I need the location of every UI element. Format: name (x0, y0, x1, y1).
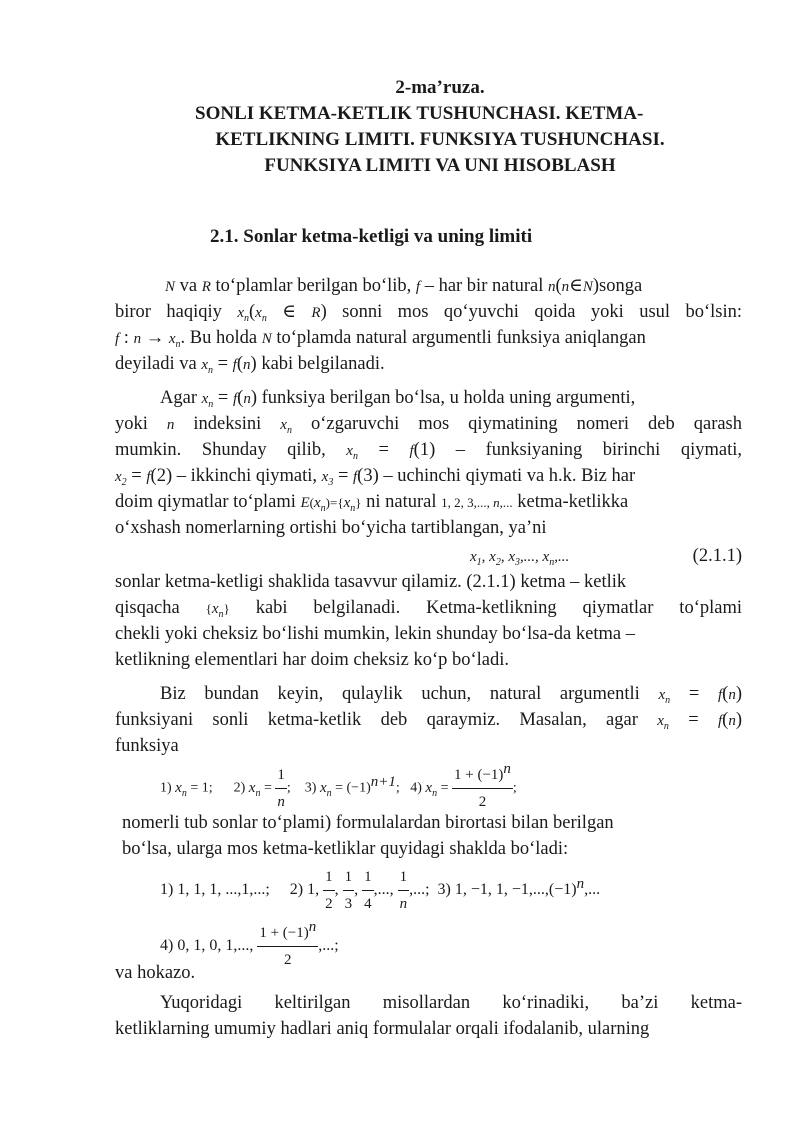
lecture-label: 2-ma’ruza. (395, 77, 485, 98)
p3-line-2: funksiyani sonli ketma-ketlik deb qaraymiz. Masalan, agar $x_n = f(n)$ (115, 710, 743, 732)
p3-line-3: funksiya (115, 736, 179, 756)
title-line-1: SONLI KETMA-KETLIK TUSHUNCHASI. KETMA- (195, 103, 644, 124)
p2-line-5: doim qiymatlar to‘plami $E(x_n)=\{x_n\}$ ni natural 1, 2, 3,..., n,... ketma-ketlikka (115, 492, 629, 514)
sequences-row-1: 1) 1, 1, 1, ...,1,...; 2) 1, $\frac{1}{2}$ , $\frac{1}{3}$ , $\frac{1}{4}$ ,..., $\frac{1}{n}$ ,...; 3) 1, −1, 1, $-1,...,(-1)^n$,... (160, 864, 735, 917)
p1-line-1: N va R to‘plamlar berilgan bo‘lib, f – har bir natural n(n∈N)songa (165, 276, 643, 296)
p2-line-4: $x_2 = f(2)$ – ikkinchi qiymati, $x_3 = f(3)$ – uchinchi qiymati va h.k. Biz har (115, 466, 636, 488)
title-line-3: FUNKSIYA LIMITI VA UNI HISOBLASH (264, 155, 616, 176)
p2-line-10: ketlikning elementlari har doim cheksiz ko‘p bo‘ladi. (115, 650, 510, 670)
p2-line-2: yoki n indeksini $x_n$ o‘zgaruvchi mos qiymatining nomeri deb qarash (115, 414, 743, 436)
title-line-2: KETLIKNING LIMITI. FUNKSIYA TUSHUNCHASI. (215, 129, 665, 150)
formula-row: 1) $x_n = 1$; 2) $x_n$ = $\frac{1}{n}$ ; 3) $x_n = (-1)^{n+1}$; 4) $x_n$ = $\frac{1 + (-1)^n}{2}$ ; (160, 762, 630, 815)
p2-line-8: qisqacha $\{x_n\}$ kabi belgilanadi. Ketma-ketlikning qiymatlar to‘plami (115, 598, 742, 620)
p2-line-3: mumkin. Shunday qilib, $x_n = f(1)$ – funksiyaning birinchi qiymati, (115, 440, 743, 462)
equation-2-1-1: $x_1$, $x_2$, $x_3$,..., $x_n$,... (470, 549, 570, 568)
equation-number: (2.1.1) (692, 546, 742, 566)
section-title: 2.1. Sonlar ketma-ketligi va uning limiti (210, 226, 533, 247)
p1-line-2: biror haqiqiy $x_n(x_n$ ∈ R) sonni mos qo‘yuvchi qoida yoki usul bo‘lsin: (115, 302, 743, 324)
p4-line-2: bo‘lsa, ularga mos ketma-ketliklar quyidagi shaklda bo‘ladi: (122, 839, 569, 859)
p4-line-1: nomerli tub sonlar to‘plami) formulalardan birortasi bilan berilgan (122, 813, 614, 833)
sequences-row-2: 4) 0, 1, 0, 1,..., $\frac{1 + (-1)^n}{2}$ ,...; (160, 920, 460, 973)
p2-line-9: chekli yoki cheksiz bo‘lishi mumkin, lekin shunday bo‘lsa-da ketma – (115, 624, 635, 644)
p2-line-7: sonlar ketma-ketligi shaklida tasavvur qilamiz. (2.1.1) ketma – ketlik (115, 572, 627, 592)
p1-line-3: f : $n \to x_n$. Bu holda N to‘plamda natural argumentli funksiya aniqlangan (115, 328, 646, 350)
p5-line-1: Yuqoridagi keltirilgan misollardan ko‘rinadiki, ba’zi ketma- (160, 993, 742, 1013)
p2-line-1: Agar $x_n = f(n)$ funksiya berilgan bo‘lsa, u holda uning argumenti, (160, 388, 636, 410)
p4-line-3: va hokazo. (115, 963, 196, 983)
p3-line-1: Biz bundan keyin, qulaylik uchun, natural argumentli $x_n = f(n)$ (160, 684, 742, 706)
p5-line-2: ketliklarning umumiy hadlari aniq formulalar orqali ifodalanib, ularning (115, 1019, 650, 1039)
p1-line-4: deyiladi va $x_n = f(n)$ kabi belgilanadi. (115, 354, 385, 376)
p2-line-6: o‘xshash nomerlarning ortishi bo‘yicha tartiblangan, ya’ni (115, 518, 547, 538)
